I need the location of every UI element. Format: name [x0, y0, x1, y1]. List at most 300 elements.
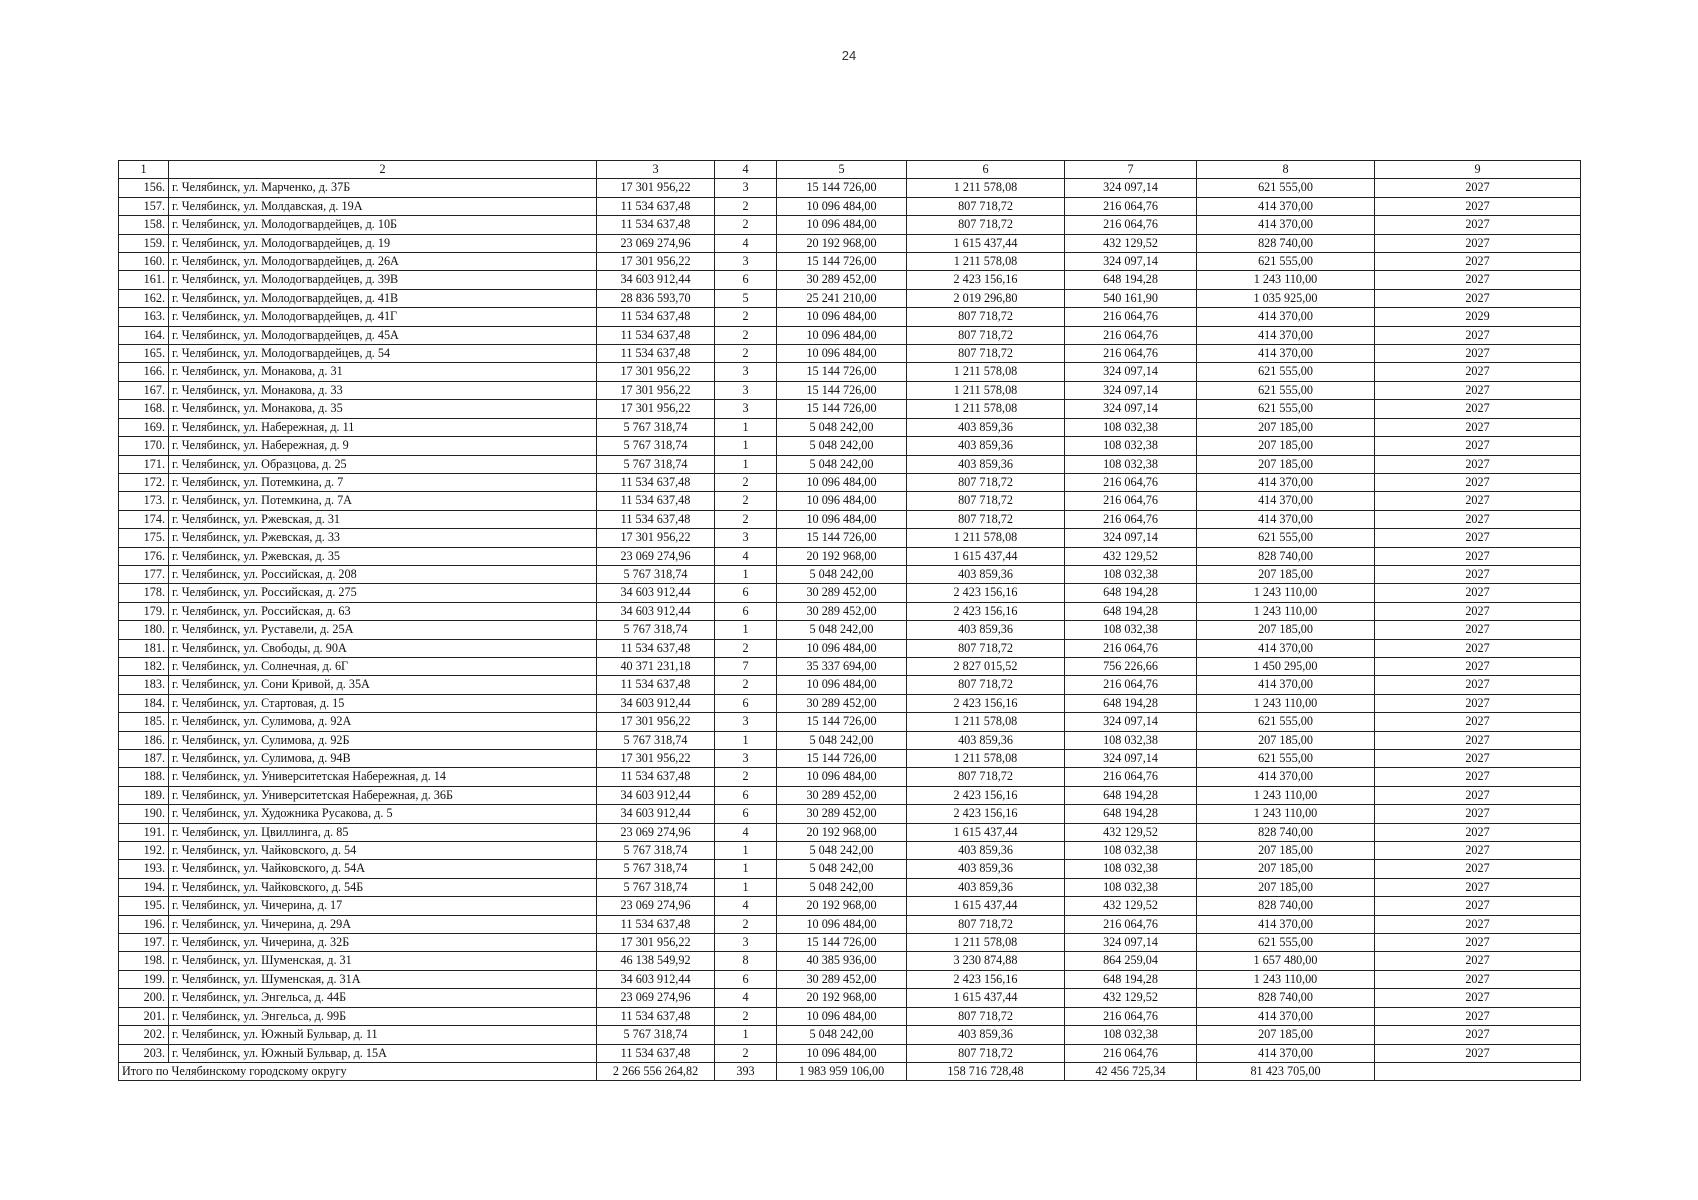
local-amount-cell: 432 129,52: [1065, 897, 1197, 915]
completion-year-cell: 2027: [1375, 878, 1581, 896]
table-row: [119, 179, 1581, 197]
total-cost-cell: 5 767 318,74: [597, 621, 715, 639]
elevator-count-cell: 3: [715, 363, 777, 381]
elevator-count-cell: 3: [715, 713, 777, 731]
total-cost-cell: 17 301 956,22: [597, 934, 715, 952]
table-row: [119, 657, 1581, 675]
completion-year-cell: 2027: [1375, 989, 1581, 1007]
regional-amount-cell: 3 230 874,88: [907, 952, 1065, 970]
regional-amount-cell: 1 211 578,08: [907, 179, 1065, 197]
row-number-cell: 159.: [119, 234, 169, 252]
table-row: [119, 989, 1581, 1007]
fund-amount-cell: 15 144 726,00: [777, 400, 907, 418]
row-number-cell: 158.: [119, 216, 169, 234]
local-amount-cell: 648 194,28: [1065, 271, 1197, 289]
local-amount-cell: 864 259,04: [1065, 952, 1197, 970]
owners-amount-cell: 414 370,00: [1197, 492, 1375, 510]
column-header: 6: [907, 161, 1065, 179]
total-cost-cell: 17 301 956,22: [597, 179, 715, 197]
owners-amount-cell: 621 555,00: [1197, 381, 1375, 399]
owners-amount-cell: 1 450 295,00: [1197, 657, 1375, 675]
total-cost-cell: 11 534 637,48: [597, 326, 715, 344]
regional-amount-cell: 807 718,72: [907, 1007, 1065, 1025]
address-cell: г. Челябинск, ул. Сони Кривой, д. 35А: [169, 676, 597, 694]
row-number-cell: 157.: [119, 197, 169, 215]
fund-amount-cell: 30 289 452,00: [777, 694, 907, 712]
completion-year-cell: 2027: [1375, 970, 1581, 988]
elevator-count-cell: 3: [715, 179, 777, 197]
table-row: [119, 750, 1581, 768]
local-amount-cell: 324 097,14: [1065, 713, 1197, 731]
address-cell: г. Челябинск, ул. Монакова, д. 35: [169, 400, 597, 418]
row-number-cell: 180.: [119, 621, 169, 639]
address-cell: г. Челябинск, ул. Образцова, д. 25: [169, 455, 597, 473]
table-row: [119, 492, 1581, 510]
row-number-cell: 190.: [119, 805, 169, 823]
owners-amount-cell: 1 243 110,00: [1197, 694, 1375, 712]
local-amount-cell: 324 097,14: [1065, 529, 1197, 547]
row-number-cell: 198.: [119, 952, 169, 970]
elevator-count-cell: 2: [715, 345, 777, 363]
completion-year-cell: 2027: [1375, 289, 1581, 307]
owners-amount-cell: 621 555,00: [1197, 253, 1375, 271]
owners-amount-cell: 414 370,00: [1197, 915, 1375, 933]
regional-amount-cell: 2 019 296,80: [907, 289, 1065, 307]
total-row: [119, 1062, 1581, 1080]
housing-register-table: [118, 160, 1581, 1081]
regional-amount-cell: 807 718,72: [907, 639, 1065, 657]
total-cost-cell: 11 534 637,48: [597, 492, 715, 510]
row-number-cell: 168.: [119, 400, 169, 418]
completion-year-cell: 2027: [1375, 750, 1581, 768]
completion-year-cell: 2027: [1375, 713, 1581, 731]
regional-amount-cell: 1 615 437,44: [907, 897, 1065, 915]
elevator-count-cell: 2: [715, 510, 777, 528]
owners-amount-cell: 207 185,00: [1197, 1026, 1375, 1044]
local-amount-cell: 324 097,14: [1065, 179, 1197, 197]
elevator-count-cell: 2: [715, 473, 777, 491]
row-number-cell: 182.: [119, 657, 169, 675]
row-number-cell: 164.: [119, 326, 169, 344]
owners-amount-cell: 414 370,00: [1197, 510, 1375, 528]
row-number-cell: 161.: [119, 271, 169, 289]
local-amount-cell: 324 097,14: [1065, 363, 1197, 381]
completion-year-cell: 2027: [1375, 786, 1581, 804]
address-cell: г. Челябинск, ул. Энгельса, д. 99Б: [169, 1007, 597, 1025]
local-amount-cell: 432 129,52: [1065, 234, 1197, 252]
regional-amount-cell: 807 718,72: [907, 510, 1065, 528]
local-amount-cell: 648 194,28: [1065, 602, 1197, 620]
completion-year-cell: 2027: [1375, 657, 1581, 675]
total-cost-cell: 40 371 231,18: [597, 657, 715, 675]
local-amount-cell: 216 064,76: [1065, 1044, 1197, 1062]
regional-amount-cell: 807 718,72: [907, 326, 1065, 344]
local-amount-cell: 648 194,28: [1065, 805, 1197, 823]
elevator-count-cell: 1: [715, 565, 777, 583]
elevator-count-cell: 6: [715, 602, 777, 620]
address-cell: г. Челябинск, ул. Чайковского, д. 54: [169, 842, 597, 860]
completion-year-cell: 2027: [1375, 565, 1581, 583]
address-cell: г. Челябинск, ул. Чичерина, д. 32Б: [169, 934, 597, 952]
local-amount-cell: 216 064,76: [1065, 1007, 1197, 1025]
regional-amount-cell: 2 423 156,16: [907, 584, 1065, 602]
address-cell: г. Челябинск, ул. Молодогвардейцев, д. 39В: [169, 271, 597, 289]
local-amount-cell: 432 129,52: [1065, 823, 1197, 841]
row-number-cell: 200.: [119, 989, 169, 1007]
elevator-count-cell: 8: [715, 952, 777, 970]
regional-amount-cell: 2 423 156,16: [907, 694, 1065, 712]
regional-amount-cell: 2 423 156,16: [907, 805, 1065, 823]
address-cell: г. Челябинск, ул. Российская, д. 63: [169, 602, 597, 620]
completion-year-cell: 2027: [1375, 621, 1581, 639]
regional-amount-cell: 807 718,72: [907, 492, 1065, 510]
owners-amount-cell: 414 370,00: [1197, 473, 1375, 491]
address-cell: г. Челябинск, ул. Солнечная, д. 6Г: [169, 657, 597, 675]
owners-amount-cell: 1 243 110,00: [1197, 786, 1375, 804]
address-cell: г. Челябинск, ул. Стартовая, д. 15: [169, 694, 597, 712]
completion-year-cell: 2027: [1375, 915, 1581, 933]
elevator-count-cell: 1: [715, 842, 777, 860]
column-header: 5: [777, 161, 907, 179]
total-cost-cell: 5 767 318,74: [597, 878, 715, 896]
local-amount-cell: 108 032,38: [1065, 455, 1197, 473]
regional-amount-cell: 1 211 578,08: [907, 713, 1065, 731]
regional-amount-cell: 807 718,72: [907, 216, 1065, 234]
fund-amount-cell: 10 096 484,00: [777, 473, 907, 491]
elevator-count-cell: 3: [715, 381, 777, 399]
completion-year-cell: 2027: [1375, 345, 1581, 363]
elevator-count-cell: 7: [715, 657, 777, 675]
regional-amount-cell: 403 859,36: [907, 878, 1065, 896]
table-row: [119, 1044, 1581, 1062]
table-row: [119, 970, 1581, 988]
regional-amount-cell: 807 718,72: [907, 197, 1065, 215]
total-cell: [1375, 1062, 1581, 1080]
elevator-count-cell: 4: [715, 547, 777, 565]
regional-amount-cell: 807 718,72: [907, 345, 1065, 363]
owners-amount-cell: 207 185,00: [1197, 437, 1375, 455]
row-number-cell: 170.: [119, 437, 169, 455]
elevator-count-cell: 2: [715, 308, 777, 326]
address-cell: г. Челябинск, ул. Сулимова, д. 94В: [169, 750, 597, 768]
owners-amount-cell: 621 555,00: [1197, 363, 1375, 381]
owners-amount-cell: 414 370,00: [1197, 326, 1375, 344]
total-cost-cell: 11 534 637,48: [597, 473, 715, 491]
address-cell: г. Челябинск, ул. Марченко, д. 37Б: [169, 179, 597, 197]
elevator-count-cell: 2: [715, 326, 777, 344]
address-cell: г. Челябинск, ул. Российская, д. 208: [169, 565, 597, 583]
local-amount-cell: 324 097,14: [1065, 381, 1197, 399]
local-amount-cell: 324 097,14: [1065, 253, 1197, 271]
row-number-cell: 189.: [119, 786, 169, 804]
table-row: [119, 271, 1581, 289]
completion-year-cell: 2027: [1375, 694, 1581, 712]
elevator-count-cell: 6: [715, 271, 777, 289]
table-row: [119, 694, 1581, 712]
completion-year-cell: 2027: [1375, 860, 1581, 878]
total-cost-cell: 23 069 274,96: [597, 234, 715, 252]
completion-year-cell: 2029: [1375, 308, 1581, 326]
owners-amount-cell: 1 657 480,00: [1197, 952, 1375, 970]
fund-amount-cell: 15 144 726,00: [777, 529, 907, 547]
total-cost-cell: 5 767 318,74: [597, 860, 715, 878]
completion-year-cell: 2027: [1375, 547, 1581, 565]
total-cost-cell: 11 534 637,48: [597, 1007, 715, 1025]
fund-amount-cell: 10 096 484,00: [777, 1007, 907, 1025]
local-amount-cell: 324 097,14: [1065, 934, 1197, 952]
regional-amount-cell: 2 423 156,16: [907, 786, 1065, 804]
address-cell: г. Челябинск, ул. Южный Бульвар, д. 11: [169, 1026, 597, 1044]
elevator-count-cell: 2: [715, 197, 777, 215]
table-row: [119, 878, 1581, 896]
table-row: [119, 639, 1581, 657]
completion-year-cell: 2027: [1375, 455, 1581, 473]
completion-year-cell: 2027: [1375, 400, 1581, 418]
elevator-count-cell: 6: [715, 805, 777, 823]
owners-amount-cell: 414 370,00: [1197, 768, 1375, 786]
total-cost-cell: 11 534 637,48: [597, 345, 715, 363]
owners-amount-cell: 207 185,00: [1197, 621, 1375, 639]
fund-amount-cell: 30 289 452,00: [777, 584, 907, 602]
address-cell: г. Челябинск, ул. Шуменская, д. 31А: [169, 970, 597, 988]
total-cell: 42 456 725,34: [1065, 1062, 1197, 1080]
table-row: [119, 731, 1581, 749]
completion-year-cell: 2027: [1375, 584, 1581, 602]
table-row: [119, 473, 1581, 491]
completion-year-cell: 2027: [1375, 492, 1581, 510]
completion-year-cell: 2027: [1375, 473, 1581, 491]
row-number-cell: 195.: [119, 897, 169, 915]
local-amount-cell: 108 032,38: [1065, 731, 1197, 749]
completion-year-cell: 2027: [1375, 529, 1581, 547]
table-row: [119, 565, 1581, 583]
address-cell: г. Челябинск, ул. Чичерина, д. 17: [169, 897, 597, 915]
row-number-cell: 203.: [119, 1044, 169, 1062]
regional-amount-cell: 403 859,36: [907, 731, 1065, 749]
address-cell: г. Челябинск, ул. Свободы, д. 90А: [169, 639, 597, 657]
table-row: [119, 1007, 1581, 1025]
row-number-cell: 192.: [119, 842, 169, 860]
address-cell: г. Челябинск, ул. Шуменская, д. 31: [169, 952, 597, 970]
elevator-count-cell: 2: [715, 492, 777, 510]
column-header: 9: [1375, 161, 1581, 179]
fund-amount-cell: 15 144 726,00: [777, 363, 907, 381]
total-cost-cell: 5 767 318,74: [597, 437, 715, 455]
local-amount-cell: 108 032,38: [1065, 842, 1197, 860]
fund-amount-cell: 5 048 242,00: [777, 860, 907, 878]
elevator-count-cell: 4: [715, 234, 777, 252]
address-cell: г. Челябинск, ул. Набережная, д. 11: [169, 418, 597, 436]
regional-amount-cell: 1 615 437,44: [907, 234, 1065, 252]
completion-year-cell: 2027: [1375, 271, 1581, 289]
row-number-cell: 186.: [119, 731, 169, 749]
owners-amount-cell: 621 555,00: [1197, 400, 1375, 418]
column-header: 7: [1065, 161, 1197, 179]
local-amount-cell: 216 064,76: [1065, 492, 1197, 510]
row-number-cell: 174.: [119, 510, 169, 528]
address-cell: г. Челябинск, ул. Сулимова, д. 92Б: [169, 731, 597, 749]
regional-amount-cell: 1 211 578,08: [907, 529, 1065, 547]
elevator-count-cell: 2: [715, 676, 777, 694]
table-row: [119, 455, 1581, 473]
row-number-cell: 171.: [119, 455, 169, 473]
local-amount-cell: 324 097,14: [1065, 750, 1197, 768]
row-number-cell: 202.: [119, 1026, 169, 1044]
total-cost-cell: 28 836 593,70: [597, 289, 715, 307]
row-number-cell: 201.: [119, 1007, 169, 1025]
table-row: [119, 234, 1581, 252]
fund-amount-cell: 10 096 484,00: [777, 1044, 907, 1062]
column-header: 3: [597, 161, 715, 179]
total-cost-cell: 17 301 956,22: [597, 400, 715, 418]
row-number-cell: 181.: [119, 639, 169, 657]
fund-amount-cell: 30 289 452,00: [777, 786, 907, 804]
table-row: [119, 253, 1581, 271]
total-label: Итого по Челябинскому городскому округу: [119, 1062, 597, 1080]
table-row: [119, 786, 1581, 804]
completion-year-cell: 2027: [1375, 639, 1581, 657]
total-cell: 158 716 728,48: [907, 1062, 1065, 1080]
table-row: [119, 860, 1581, 878]
owners-amount-cell: 828 740,00: [1197, 547, 1375, 565]
owners-amount-cell: 621 555,00: [1197, 934, 1375, 952]
total-cost-cell: 23 069 274,96: [597, 823, 715, 841]
completion-year-cell: 2027: [1375, 823, 1581, 841]
completion-year-cell: 2027: [1375, 676, 1581, 694]
regional-amount-cell: 1 615 437,44: [907, 547, 1065, 565]
elevator-count-cell: 3: [715, 253, 777, 271]
table-body: [119, 179, 1581, 1063]
total-cost-cell: 11 534 637,48: [597, 915, 715, 933]
address-cell: г. Челябинск, ул. Ржевская, д. 33: [169, 529, 597, 547]
address-cell: г. Челябинск, ул. Руставели, д. 25А: [169, 621, 597, 639]
address-cell: г. Челябинск, ул. Художника Русакова, д. 5: [169, 805, 597, 823]
row-number-cell: 172.: [119, 473, 169, 491]
owners-amount-cell: 207 185,00: [1197, 731, 1375, 749]
table-row: [119, 363, 1581, 381]
address-cell: г. Челябинск, ул. Молодогвардейцев, д. 26А: [169, 253, 597, 271]
row-number-cell: 165.: [119, 345, 169, 363]
row-number-cell: 196.: [119, 915, 169, 933]
completion-year-cell: 2027: [1375, 253, 1581, 271]
elevator-count-cell: 4: [715, 897, 777, 915]
owners-amount-cell: 414 370,00: [1197, 308, 1375, 326]
fund-amount-cell: 40 385 936,00: [777, 952, 907, 970]
local-amount-cell: 108 032,38: [1065, 437, 1197, 455]
address-cell: г. Челябинск, ул. Сулимова, д. 92А: [169, 713, 597, 731]
regional-amount-cell: 1 615 437,44: [907, 823, 1065, 841]
owners-amount-cell: 207 185,00: [1197, 860, 1375, 878]
local-amount-cell: 216 064,76: [1065, 510, 1197, 528]
address-cell: г. Челябинск, ул. Ржевская, д. 35: [169, 547, 597, 565]
address-cell: г. Челябинск, ул. Чичерина, д. 29А: [169, 915, 597, 933]
elevator-count-cell: 2: [715, 915, 777, 933]
local-amount-cell: 108 032,38: [1065, 621, 1197, 639]
address-cell: г. Челябинск, ул. Монакова, д. 31: [169, 363, 597, 381]
table-row: [119, 510, 1581, 528]
owners-amount-cell: 621 555,00: [1197, 179, 1375, 197]
completion-year-cell: 2027: [1375, 197, 1581, 215]
total-cost-cell: 5 767 318,74: [597, 565, 715, 583]
elevator-count-cell: 6: [715, 584, 777, 602]
regional-amount-cell: 403 859,36: [907, 1026, 1065, 1044]
address-cell: г. Челябинск, ул. Молдавская, д. 19А: [169, 197, 597, 215]
address-cell: г. Челябинск, ул. Потемкина, д. 7А: [169, 492, 597, 510]
fund-amount-cell: 30 289 452,00: [777, 602, 907, 620]
owners-amount-cell: 207 185,00: [1197, 842, 1375, 860]
table-row: [119, 602, 1581, 620]
total-cost-cell: 11 534 637,48: [597, 676, 715, 694]
address-cell: г. Челябинск, ул. Южный Бульвар, д. 15А: [169, 1044, 597, 1062]
total-cost-cell: 17 301 956,22: [597, 381, 715, 399]
owners-amount-cell: 414 370,00: [1197, 1044, 1375, 1062]
row-number-cell: 185.: [119, 713, 169, 731]
table-row: [119, 676, 1581, 694]
regional-amount-cell: 403 859,36: [907, 418, 1065, 436]
total-cost-cell: 34 603 912,44: [597, 694, 715, 712]
owners-amount-cell: 1 243 110,00: [1197, 970, 1375, 988]
regional-amount-cell: 403 859,36: [907, 565, 1065, 583]
completion-year-cell: 2027: [1375, 1026, 1581, 1044]
local-amount-cell: 108 032,38: [1065, 418, 1197, 436]
address-cell: г. Челябинск, ул. Набережная, д. 9: [169, 437, 597, 455]
regional-amount-cell: 807 718,72: [907, 915, 1065, 933]
owners-amount-cell: 621 555,00: [1197, 713, 1375, 731]
regional-amount-cell: 403 859,36: [907, 455, 1065, 473]
fund-amount-cell: 20 192 968,00: [777, 234, 907, 252]
elevator-count-cell: 3: [715, 529, 777, 547]
regional-amount-cell: 1 211 578,08: [907, 934, 1065, 952]
completion-year-cell: 2027: [1375, 731, 1581, 749]
table-row: [119, 897, 1581, 915]
owners-amount-cell: 621 555,00: [1197, 750, 1375, 768]
elevator-count-cell: 3: [715, 750, 777, 768]
fund-amount-cell: 30 289 452,00: [777, 271, 907, 289]
elevator-count-cell: 1: [715, 1026, 777, 1044]
fund-amount-cell: 10 096 484,00: [777, 492, 907, 510]
fund-amount-cell: 15 144 726,00: [777, 750, 907, 768]
elevator-count-cell: 5: [715, 289, 777, 307]
fund-amount-cell: 10 096 484,00: [777, 197, 907, 215]
address-cell: г. Челябинск, ул. Чайковского, д. 54А: [169, 860, 597, 878]
local-amount-cell: 216 064,76: [1065, 915, 1197, 933]
column-header: 1: [119, 161, 169, 179]
table-row: [119, 1026, 1581, 1044]
fund-amount-cell: 15 144 726,00: [777, 179, 907, 197]
owners-amount-cell: 414 370,00: [1197, 1007, 1375, 1025]
table-row: [119, 418, 1581, 436]
table-row: [119, 584, 1581, 602]
fund-amount-cell: 5 048 242,00: [777, 842, 907, 860]
completion-year-cell: 2027: [1375, 510, 1581, 528]
owners-amount-cell: 1 243 110,00: [1197, 584, 1375, 602]
column-header: 4: [715, 161, 777, 179]
regional-amount-cell: 403 859,36: [907, 621, 1065, 639]
table-row: [119, 915, 1581, 933]
fund-amount-cell: 15 144 726,00: [777, 713, 907, 731]
total-cell: 393: [715, 1062, 777, 1080]
regional-amount-cell: 1 211 578,08: [907, 363, 1065, 381]
regional-amount-cell: 2 827 015,52: [907, 657, 1065, 675]
completion-year-cell: 2027: [1375, 363, 1581, 381]
regional-amount-cell: 1 211 578,08: [907, 750, 1065, 768]
total-cost-cell: 11 534 637,48: [597, 308, 715, 326]
local-amount-cell: 108 032,38: [1065, 565, 1197, 583]
completion-year-cell: 2027: [1375, 1007, 1581, 1025]
elevator-count-cell: 1: [715, 455, 777, 473]
elevator-count-cell: 2: [715, 639, 777, 657]
row-number-cell: 187.: [119, 750, 169, 768]
